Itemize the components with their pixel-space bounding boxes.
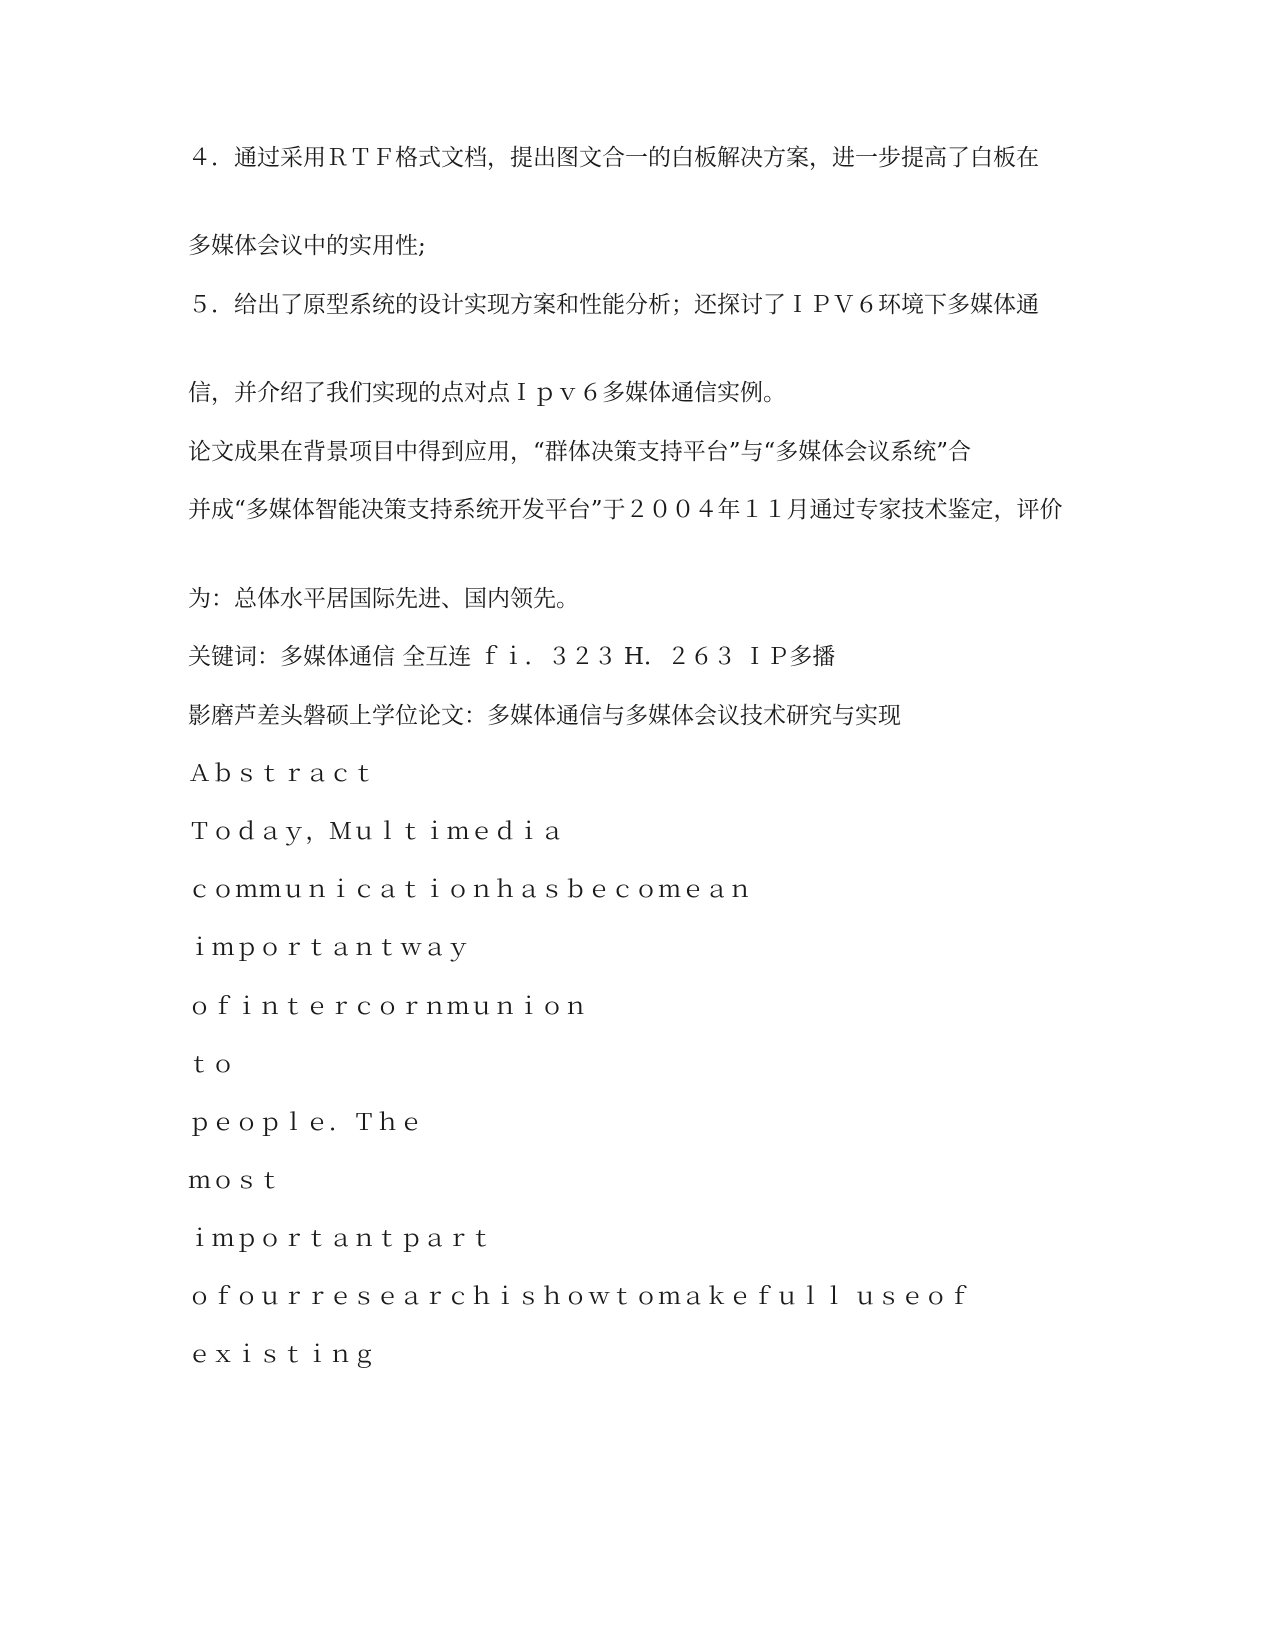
- paragraph-line-3: ５．给出了原型系统的设计实现方案和性能分析；还探讨了ＩＰＶ６环境下多媒体通: [188, 292, 1039, 318]
- paragraph-line-5: 论文成果在背景项目中得到应用，“群体决策支持平台”与“多媒体会议系统”合: [188, 439, 972, 465]
- abstract-line-1: Ｔｏｄａｙ，Ｍｕｌｔｉｍｅｄｉａ: [188, 819, 564, 845]
- paragraph-line-4: 信，并介绍了我们实现的点对点Ｉｐｖ６多媒体通信实例。: [188, 380, 786, 406]
- keywords-line: 关键词：多媒体通信 全互连 ｆｉ．３２３ H．２６３ ＩＰ多播: [188, 644, 836, 670]
- paragraph-line-7: 为：总体水平居国际先进、国内领先。: [188, 586, 579, 612]
- abstract-line-4: ｏｆｉｎｔｅｒｃｏｒｎｍｕｎｉｏｎ: [188, 994, 588, 1020]
- abstract-line-7: ｍｏｓｔ: [188, 1168, 282, 1194]
- abstract-line-2: ｃｏｍｍｕｎｉｃａｔｉｏｎｈａｓｂｅｃｏｍｅａｎ: [188, 877, 752, 903]
- abstract-line-10: ｅｘｉｓｔｉｎｇ: [188, 1342, 376, 1368]
- abstract-line-9: ｏｆｏｕｒｒｅｓｅａｒｃｈｉｓｈｏｗｔｏｍａｋｅｆｕｌｌ ｕｓｅｏｆ: [188, 1284, 972, 1310]
- abstract-line-6: ｐｅｏｐｌｅ．Ｔｈｅ: [188, 1110, 423, 1136]
- abstract-line-5: ｔｏ: [188, 1052, 235, 1078]
- running-header: 影磨芦差头磐硕上学位论文：多媒体通信与多媒体会议技术研究与实现: [188, 703, 901, 729]
- paragraph-line-1: ４．通过采用ＲＴＦ格式文档，提出图文合一的白板解决方案，进一步提高了白板在: [188, 145, 1039, 171]
- abstract-line-3: ｉｍｐｏｒｔａｎｔｗａｙ: [188, 935, 470, 961]
- paragraph-line-6: 并成“多媒体智能决策支持系统开发平台”于２００４年１１月通过专家技术鉴定，评价: [188, 497, 1063, 523]
- abstract-heading: Ａｂｓｔｒａｃｔ: [188, 761, 376, 787]
- abstract-line-8: ｉｍｐｏｒｔａｎｔｐａｒｔ: [188, 1226, 494, 1252]
- paragraph-line-2: 多媒体会议中的实用性;: [188, 233, 426, 259]
